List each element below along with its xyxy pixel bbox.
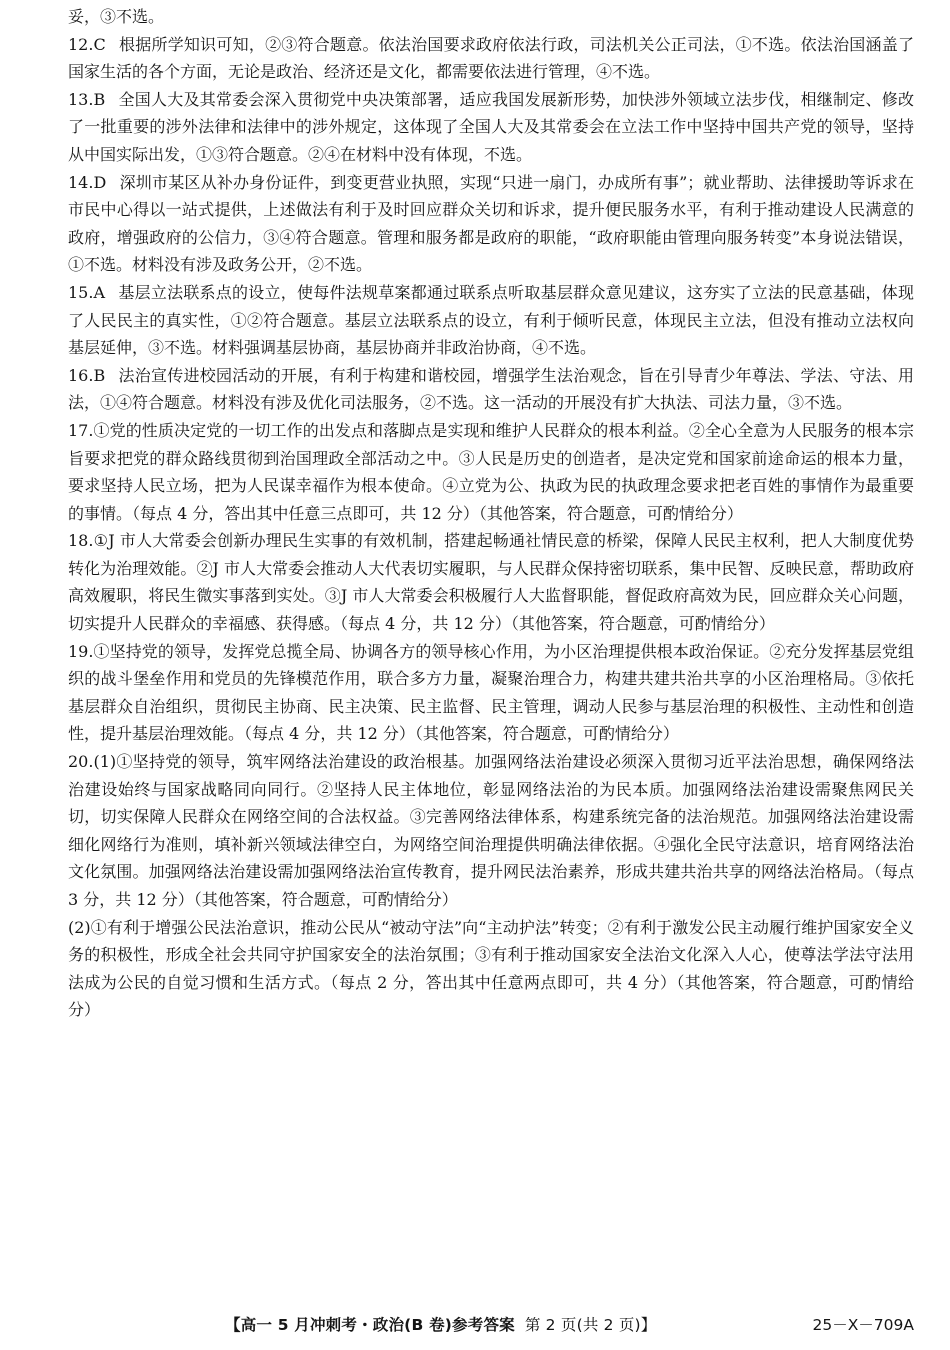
- answer-item-17: [68, 417, 914, 527]
- item-number: 19.: [68, 641, 94, 661]
- item-text: ①J 市人大常委会创新办理民生实事的有效机制，搭建起畅通社情民意的桥梁，保障人民民主权利，把人大制度优势转化为治理效能。②J 市人大常委会推动人大代表切实履职，与人民群众保持密切联系，集中民智、反映民意，帮助政府高效履职，将民生微实事落到实处。③J 市人大常委会积极履行人大监督职能，督促政府高效为民，回应群众关心问题，切实提升人民群众的幸福感、获得感。（每点 4 分，共 12 分）（其他答案，符合题意，可酌情给分）: [68, 531, 914, 634]
- answer-item-19: [68, 638, 914, 748]
- item-text: ①坚持党的领导，发挥党总揽全局、协调各方的领导核心作用，为小区治理提供根本政治保证。②充分发挥基层党组织的战斗堡垒作用和党员的先锋模范作用，联合多方力量，凝聚治理合力，构建共建共治共享的小区治理格局。③依托基层群众自治组织，贯彻民主协商、民主决策、民主监督、民主管理，调动人民参与基层治理的积极性、主动性和创造性，提升基层治理效能。（每点 4 分，共 12 分）（其他答案，符合题意，可酌情给分）: [68, 641, 914, 744]
- item-number: 16.B: [68, 365, 106, 385]
- item-text: 根据所学知识可知，②③符合题意。依法治国要求政府依法行政，司法机关公正司法，①不选。依法治国涵盖了国家生活的各个方面，无论是政治、经济还是文化，都需要依法进行管理，④不选。: [68, 34, 914, 82]
- item-text: 法治宣传进校园活动的开展，有利于构建和谐校园，增强学生法治观念，旨在引导青少年尊法、学法、守法、用法，①④符合题意。材料没有涉及优化司法服务，②不选。这一活动的开展没有扩大执法、司法力量，③不选。: [68, 365, 914, 413]
- item-number: 17.: [68, 420, 94, 440]
- footer-title: [225, 1313, 657, 1335]
- answer-item-15: [68, 279, 914, 362]
- item-number: 20.: [68, 752, 94, 772]
- answer-content: [68, 3, 914, 1024]
- answer-item-13: [68, 86, 914, 169]
- item-number: 18.: [68, 531, 94, 551]
- item-text: (1)①坚持党的领导，筑牢网络法治建设的政治根基。加强网络法治建设必须深入贯彻习近平法治思想，确保网络法治建设始终与国家战略同向同行。②坚持人民主体地位，彰显网络法治的为民本质。加强网络法治建设需聚焦网民关切，切实保障人民群众在网络空间的合法权益。③完善网络法律体系，构建系统完备的法治规范。加强网络法治建设需细化网络行为准则，填补新兴领域法律空白，为网络空间治理提供明确法律依据。④强化全民守法意识，培育网络法治文化氛围。加强网络法治建设需加强网络法治宣传教育，提升网民法治素养，形成共建共治共享的网络法治格局。（每点 3 分，共 12 分）（其他答案，符合题意，可酌情给分）: [68, 752, 914, 909]
- continued-text: 妥，③不选。: [68, 7, 165, 26]
- item-number: 14.D: [68, 172, 107, 192]
- item-number: 15.A: [68, 282, 105, 302]
- item-text: 全国人大及其常委会深入贯彻党中央决策部署，适应我国发展新形势，加快涉外领域立法步伐，相继制定、修改了一批重要的涉外法律和法律中的涉外规定，这体现了全国人大及其常委会在立法工作中坚持中国共产党的领导，坚持从中国实际出发，①③符合题意。②④在材料中没有体现，不选。: [68, 89, 914, 164]
- answer-item-18: [68, 527, 914, 637]
- footer-code: 25－X－709A: [812, 1316, 914, 1334]
- answer-item-16: [68, 362, 914, 417]
- item-text: 深圳市某区从补办身份证件，到变更营业执照，实现“只进一扇门，办成所有事”；就业帮助、法律援助等诉求在市民中心得以一站式提供，上述做法有利于及时回应群众关切和诉求，提升便民服务水平，有利于推动建设人民满意的政府，增强政府的公信力，③④符合题意。管理和服务都是政府的职能，“政府职能由管理向服务转变”本身说法错误，①不选。材料没有涉及政务公开，②不选。: [68, 172, 914, 275]
- page-footer: [0, 1313, 950, 1341]
- answer-item-20: [68, 748, 914, 914]
- answer-item-12: [68, 31, 914, 86]
- footer-exam-title: 【高一 5 月冲刺考・政治(B 卷)参考答案: [225, 1316, 515, 1334]
- item-number: 13.B: [68, 89, 106, 109]
- answer-item-20-part-2: (2)①有利于增强公民法治意识，推动公民从“被动守法”向“主动护法”转变；②有利于激发公民主动履行维护国家安全义务的积极性，形成全社会共同守护国家安全的法治氛围；③有利于推动国家安全法治文化深入人心，使尊法学法守法用法成为公民的自觉习惯和生活方式。（每点 2 分，答出其中任意两点即可，共 4 分）（其他答案，符合题意，可酌情给分）: [68, 917, 914, 1020]
- item-text: ①党的性质决定党的一切工作的出发点和落脚点是实现和维护人民群众的根本利益。②全心全意为人民服务的根本宗旨要求把党的群众路线贯彻到治国理政全部活动之中。③人民是历史的创造者，是决定党和国家前途命运的根本力量，要求坚持人民立场，把为人民谋幸福作为根本使命。④立党为公、执政为民的执政理念要求把老百姓的事情作为最重要的事情。（每点 4 分，答出其中任意三点即可，共 12 分）（其他答案，符合题意，可酌情给分）: [68, 420, 914, 523]
- answer-item-14: [68, 169, 914, 279]
- footer-page-number: 第 2 页(共 2 页)】: [524, 1316, 657, 1334]
- item-text: 基层立法联系点的设立，使每件法规草案都通过联系点听取基层群众意见建议，这夯实了立法的民意基础，体现了人民民主的真实性，①②符合题意。基层立法联系点的设立，有利于倾听民意，体现民主立法，但没有推动立法权向基层延伸，③不选。材料强调基层协商，基层协商并非政治协商，④不选。: [68, 282, 914, 358]
- item-number: 12.C: [68, 34, 106, 54]
